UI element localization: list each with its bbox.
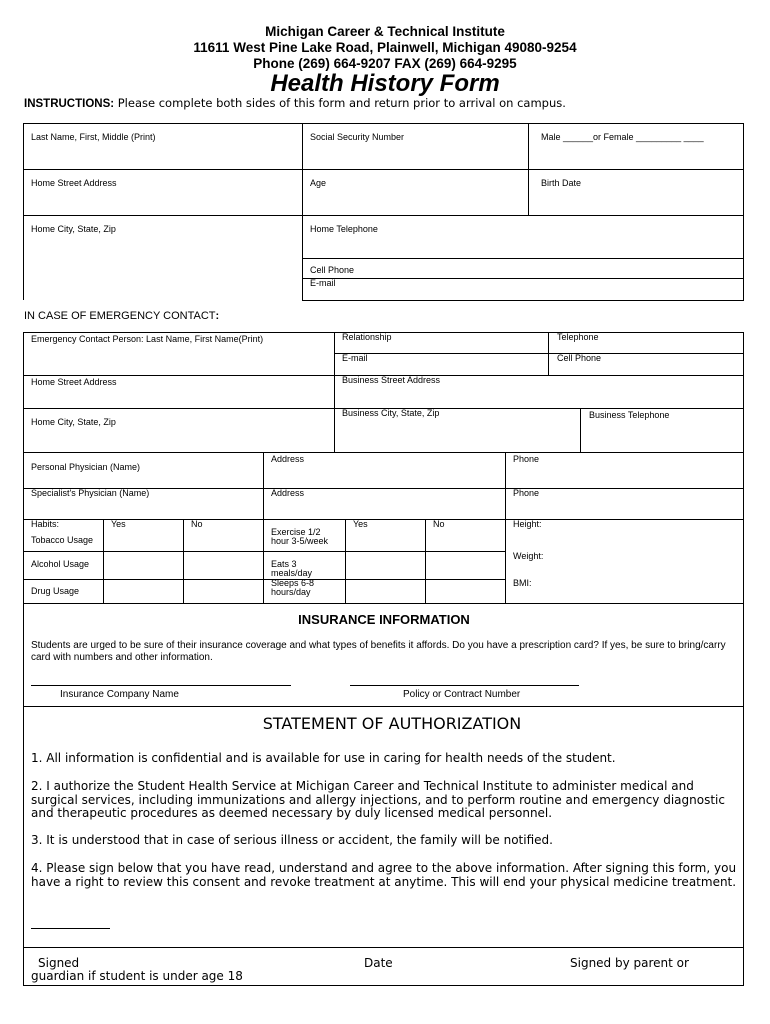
emergency-city-field[interactable]: Home City, State, Zip bbox=[31, 417, 116, 427]
weight-field[interactable]: Weight: bbox=[513, 551, 544, 561]
date-label: Date bbox=[364, 956, 393, 970]
home-street-field[interactable]: Home Street Address bbox=[31, 178, 117, 188]
policy-number-label: Policy or Contract Number bbox=[403, 689, 521, 700]
habits-no-header: No bbox=[191, 519, 203, 529]
school-name: Michigan Career & Technical Institute bbox=[265, 24, 505, 39]
insurance-heading: INSURANCE INFORMATION bbox=[298, 612, 470, 627]
birth-date-field[interactable]: Birth Date bbox=[541, 178, 582, 188]
insurance-company-line[interactable] bbox=[31, 685, 291, 686]
form-title: Health History Form bbox=[270, 70, 500, 97]
insurance-text: Students are urged to be sure of their insurance coverage and what types of benefits it affords. Do you have a prescription card? If yes, be sure to bring/carry card with numbers and other information. bbox=[31, 640, 726, 663]
tobacco-label: Tobacco Usage bbox=[31, 535, 94, 545]
guardian-label: guardian if student is under age 18 bbox=[31, 969, 243, 983]
relationship-field[interactable]: Relationship bbox=[342, 332, 392, 342]
emergency-street-field[interactable]: Home Street Address bbox=[31, 377, 117, 387]
alcohol-label: Alcohol Usage bbox=[31, 559, 90, 569]
exercise-label: Exercise 1/2 hour 3-5/week bbox=[271, 527, 329, 546]
emergency-cell-field[interactable]: Cell Phone bbox=[557, 353, 602, 363]
emergency-heading-colon: : bbox=[215, 310, 220, 322]
emergency-person-field[interactable]: Emergency Contact Person: Last Name, First Name(Print) bbox=[31, 334, 264, 344]
eats-label: Eats 3 meals/day bbox=[271, 559, 313, 578]
authorization-item-4: 4. Please sign below that you have read, understand and agree to the above information. After signing this form, you have a right to review this consent and revoke treatment at anytime. This will end your physical medicine treatment. bbox=[31, 861, 737, 889]
habits-label: Habits: bbox=[31, 519, 60, 529]
signature-line[interactable] bbox=[31, 928, 110, 929]
school-phone: Phone (269) 664-9207 FAX (269) 664-9295 bbox=[253, 56, 517, 71]
emergency-heading-text: IN CASE OF EMERGENCY CONTACT bbox=[24, 310, 216, 322]
personal-physician-field[interactable]: Personal Physician (Name) bbox=[31, 462, 141, 472]
home-city-field[interactable]: Home City, State, Zip bbox=[31, 224, 116, 234]
specialist-address-field[interactable]: Address bbox=[271, 488, 305, 498]
sleeps-yes-cell[interactable] bbox=[346, 580, 425, 603]
age-field[interactable]: Age bbox=[310, 178, 327, 188]
ssn-field[interactable]: Social Security Number bbox=[310, 132, 405, 142]
email-field[interactable]: E-mail bbox=[310, 278, 336, 288]
business-telephone-field[interactable]: Business Telephone bbox=[589, 410, 670, 420]
emergency-telephone-field[interactable]: Telephone bbox=[557, 332, 599, 342]
school-address: 11611 West Pine Lake Road, Plainwell, Michigan 49080-9254 bbox=[193, 40, 577, 55]
drug-label: Drug Usage bbox=[31, 586, 80, 596]
alcohol-no-cell[interactable] bbox=[184, 552, 263, 579]
sleeps-label: Sleeps 6-8 hours/day bbox=[271, 578, 315, 597]
home-telephone-field[interactable]: Home Telephone bbox=[310, 224, 378, 234]
parent-signed-label: Signed by parent or bbox=[570, 956, 689, 970]
sex-field[interactable]: Male ______or Female _________ ____ bbox=[541, 132, 704, 142]
drug-yes-cell[interactable] bbox=[104, 580, 183, 603]
exercise-yes-cell[interactable] bbox=[346, 520, 425, 551]
habits-yes2-header: Yes bbox=[353, 519, 368, 529]
eats-no-cell[interactable] bbox=[426, 552, 505, 579]
authorization-item-2: 2. I authorize the Student Health Service at Michigan Career and Technical Institute to administer medical and surgical services, including immunizations and allergy injections, and to perform routine and emergency diagnostic and therapeutic procedures as deemed necessary by duly licensed medical personnel. bbox=[31, 779, 725, 820]
specialist-phone-field[interactable]: Phone bbox=[513, 488, 540, 498]
authorization-item-1: 1. All information is confidential and is available for use in caring for health needs of the student. bbox=[31, 751, 616, 765]
instructions bbox=[24, 96, 566, 110]
exercise-no-cell[interactable] bbox=[426, 520, 505, 551]
habits-yes-header: Yes bbox=[111, 519, 126, 529]
sleeps-no-cell[interactable] bbox=[426, 580, 505, 603]
business-street-field[interactable]: Business Street Address bbox=[342, 375, 441, 385]
alcohol-yes-cell[interactable] bbox=[104, 552, 183, 579]
business-city-field[interactable]: Business City, State, Zip bbox=[342, 408, 440, 418]
emergency-heading bbox=[24, 310, 219, 322]
name-field[interactable]: Last Name, First, Middle (Print) bbox=[31, 132, 156, 142]
authorization-item-3: 3. It is understood that in case of serious illness or accident, the family will be notified. bbox=[31, 833, 553, 847]
signed-label: Signed bbox=[38, 956, 80, 970]
drug-no-cell[interactable] bbox=[184, 580, 263, 603]
habits-no2-header: No bbox=[433, 519, 445, 529]
insurance-company-label: Insurance Company Name bbox=[60, 689, 179, 700]
tobacco-yes-cell[interactable] bbox=[104, 520, 183, 551]
bmi-field[interactable]: BMI: bbox=[513, 578, 532, 588]
tobacco-no-cell[interactable] bbox=[184, 520, 263, 551]
authorization-heading: STATEMENT OF AUTHORIZATION bbox=[262, 714, 522, 733]
eats-yes-cell[interactable] bbox=[346, 552, 425, 579]
specialist-physician-field[interactable]: Specialist's Physician (Name) bbox=[31, 488, 150, 498]
personal-physician-phone-field[interactable]: Phone bbox=[513, 454, 540, 464]
cell-phone-field[interactable]: Cell Phone bbox=[310, 265, 355, 275]
instructions-label: INSTRUCTIONS: bbox=[24, 98, 115, 110]
emergency-email-field[interactable]: E-mail bbox=[342, 353, 368, 363]
personal-physician-address-field[interactable]: Address bbox=[271, 454, 305, 464]
instructions-text: Please complete both sides of this form and return prior to arrival on campus. bbox=[114, 96, 566, 110]
policy-number-line[interactable] bbox=[350, 685, 579, 686]
height-field[interactable]: Height: bbox=[513, 519, 542, 529]
